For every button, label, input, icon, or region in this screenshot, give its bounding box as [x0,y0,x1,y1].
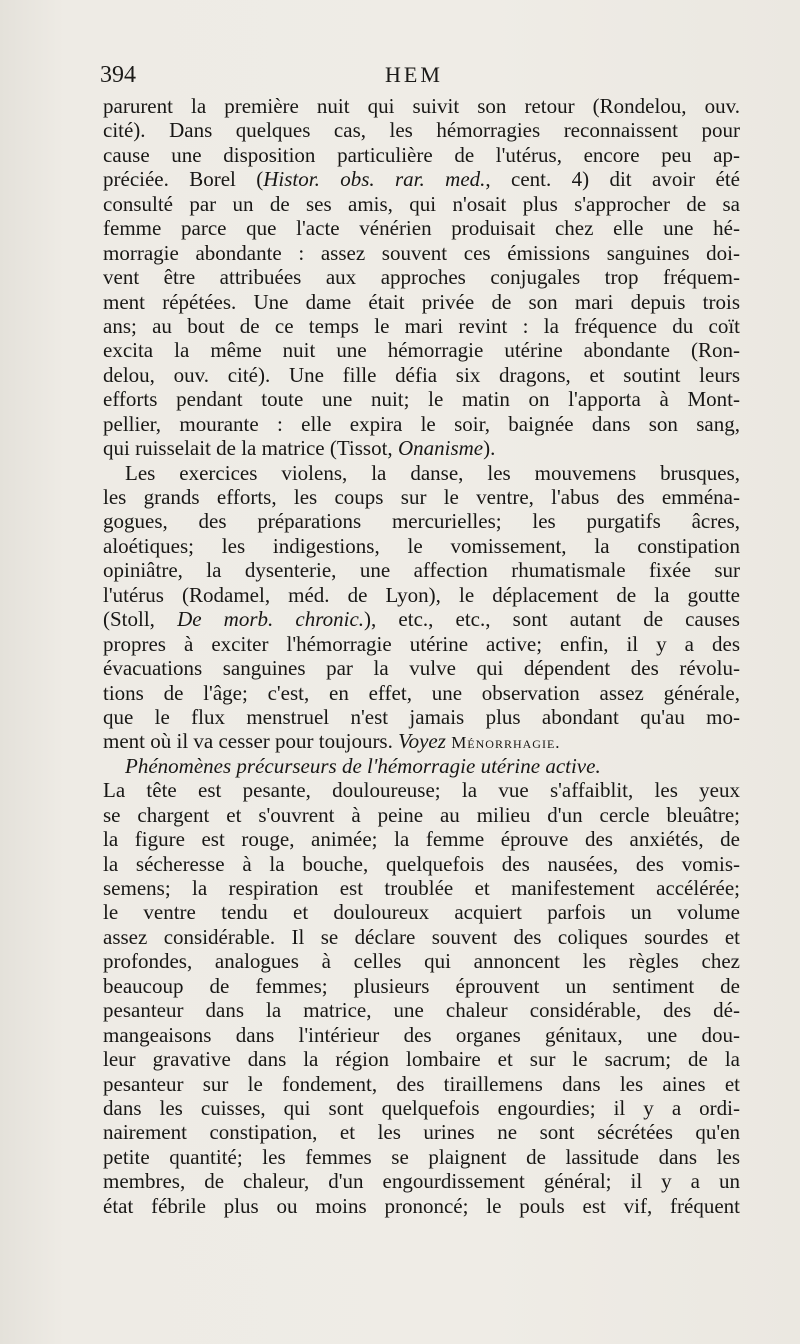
text-line: cause une disposition particulière de l'utérus, encore peu ap- [103,142,740,167]
text-line: dans les cuisses, qui sont quelquefois engourdies; il y a ordi- [103,1095,740,1120]
page-header [100,62,740,92]
text-line: ment où il va cesser pour toujours. Voyez Ménorrhagie. [103,729,561,754]
body-text [103,94,740,1218]
text-line: (Stoll, De morb. chronic.), etc., etc., sont autant de causes [103,607,740,632]
text-line: tions de l'âge; c'est, en effet, une observation assez générale, [103,680,740,705]
text-line: la sécheresse à la bouche, quelquefois des nausées, des vomis- [103,851,740,876]
text-line: pesanteur sur le fondement, des tiraillemens dans les aines et [103,1071,740,1096]
citation-italic: De morb. chronic. [177,607,365,632]
text-line: La tête est pesante, douloureuse; la vue s'affaiblit, les yeux [103,778,740,803]
text-line: morragie abondante : assez souvent ces émissions sanguines doi- [103,240,740,265]
text-line: gogues, des préparations mercurielles; les purgatifs âcres, [103,509,740,534]
text-line: beaucoup de femmes; plusieurs éprouvent un sentiment de [103,973,740,998]
text-line: ans; au bout de ce temps le mari revint : la fréquence du coït [103,313,740,338]
text-line: pesanteur dans la matrice, une chaleur considérable, des dé- [103,998,740,1023]
cross-reference-smallcaps: Ménorrhagie. [451,733,561,753]
text-line: mangeaisons dans l'intérieur des organes génitaux, une dou- [103,1022,740,1047]
section-heading-italic: Phénomènes précurseurs de l'hémorragie utérine active. [125,753,601,778]
text-line: vent être attribuées aux approches conjugales trop fréquem- [103,265,740,290]
text-line: propres à exciter l'hémorragie utérine active; enfin, il y a des [103,631,740,656]
text-line: l'utérus (Rodamel, méd. de Lyon), le déplacement de la goutte [103,582,740,607]
text-line: semens; la respiration est troublée et manifestement accélérée; [103,876,740,900]
running-head: HEM [385,62,443,87]
text-line: la figure est rouge, animée; la femme éprouve des anxiétés, de [103,827,740,852]
text-line: évacuations sanguines par la vulve qui dépendent des révolu- [103,656,740,681]
text-line: profondes, analogues à celles qui annoncent les règles chez [103,949,740,974]
text-line: qui ruisselait de la matrice (Tissot, Onanisme). [103,436,496,461]
citation-italic: Histor. obs. rar. med. [263,167,486,192]
text-line: préciée. Borel (Histor. obs. rar. med., cent. 4) dit avoir été [103,167,740,192]
cross-reference-italic: Voyez [398,729,446,754]
text-line: les grands efforts, les coups sur le ventre, l'abus des emména- [103,485,740,509]
text-line: delou, ouv. cité). Une fille défia six dragons, et soutint leurs [103,362,740,387]
text-line: leur gravative dans la région lombaire et sur le sacrum; de la [103,1047,740,1072]
text-line: le ventre tendu et douloureux acquiert parfois un volume [103,900,740,925]
text-line: consulté par un de ses amis, qui n'osait plus s'approcher de sa [103,191,740,216]
text-line: petite quantité; les femmes se plaignent de lassitude dans les [103,1144,740,1169]
text-line: membres, de chaleur, d'un engourdissement général; il y a un [103,1169,740,1194]
text-line: se chargent et s'ouvrent à peine au milieu d'un cercle bleuâtre; [103,802,740,827]
text-line: Les exercices violens, la danse, les mouvemens brusques, [125,460,740,485]
text-line: ment répétées. Une dame était privée de son mari depuis trois [103,289,740,314]
text-line: femme parce que l'acte vénérien produisait chez elle une hé- [103,216,740,241]
text-line: nairement constipation, et les urines ne sont sécrétées qu'en [103,1120,740,1145]
page-number: 394 [100,62,136,88]
text-line: efforts pendant toute une nuit; le matin on l'apporta à Mont- [103,387,740,412]
citation-italic: Onanisme [397,436,484,461]
text-line: parurent la première nuit qui suivit son retour (Rondelou, ouv. [103,94,740,118]
text-line: opiniâtre, la dysenterie, une affection rhumatismale fixée sur [103,558,740,583]
text-line: état fébrile plus ou moins prononcé; le pouls est vif, fréquent [103,1193,740,1218]
text-line: assez considérable. Il se déclare souvent des coliques sourdes et [103,924,740,949]
text-line: cité). Dans quelques cas, les hémorragies reconnaissent pour [103,118,740,143]
text-line: que le flux menstruel n'est jamais plus abondant qu'au mo- [103,704,740,729]
text-line: excita la même nuit une hémorragie utérine abondante (Ron- [103,338,740,363]
text-line: aloétiques; les indigestions, le vomissement, la constipation [103,533,740,558]
text-line: pellier, mourante : elle expira le soir, baignée dans son sang, [103,411,740,436]
